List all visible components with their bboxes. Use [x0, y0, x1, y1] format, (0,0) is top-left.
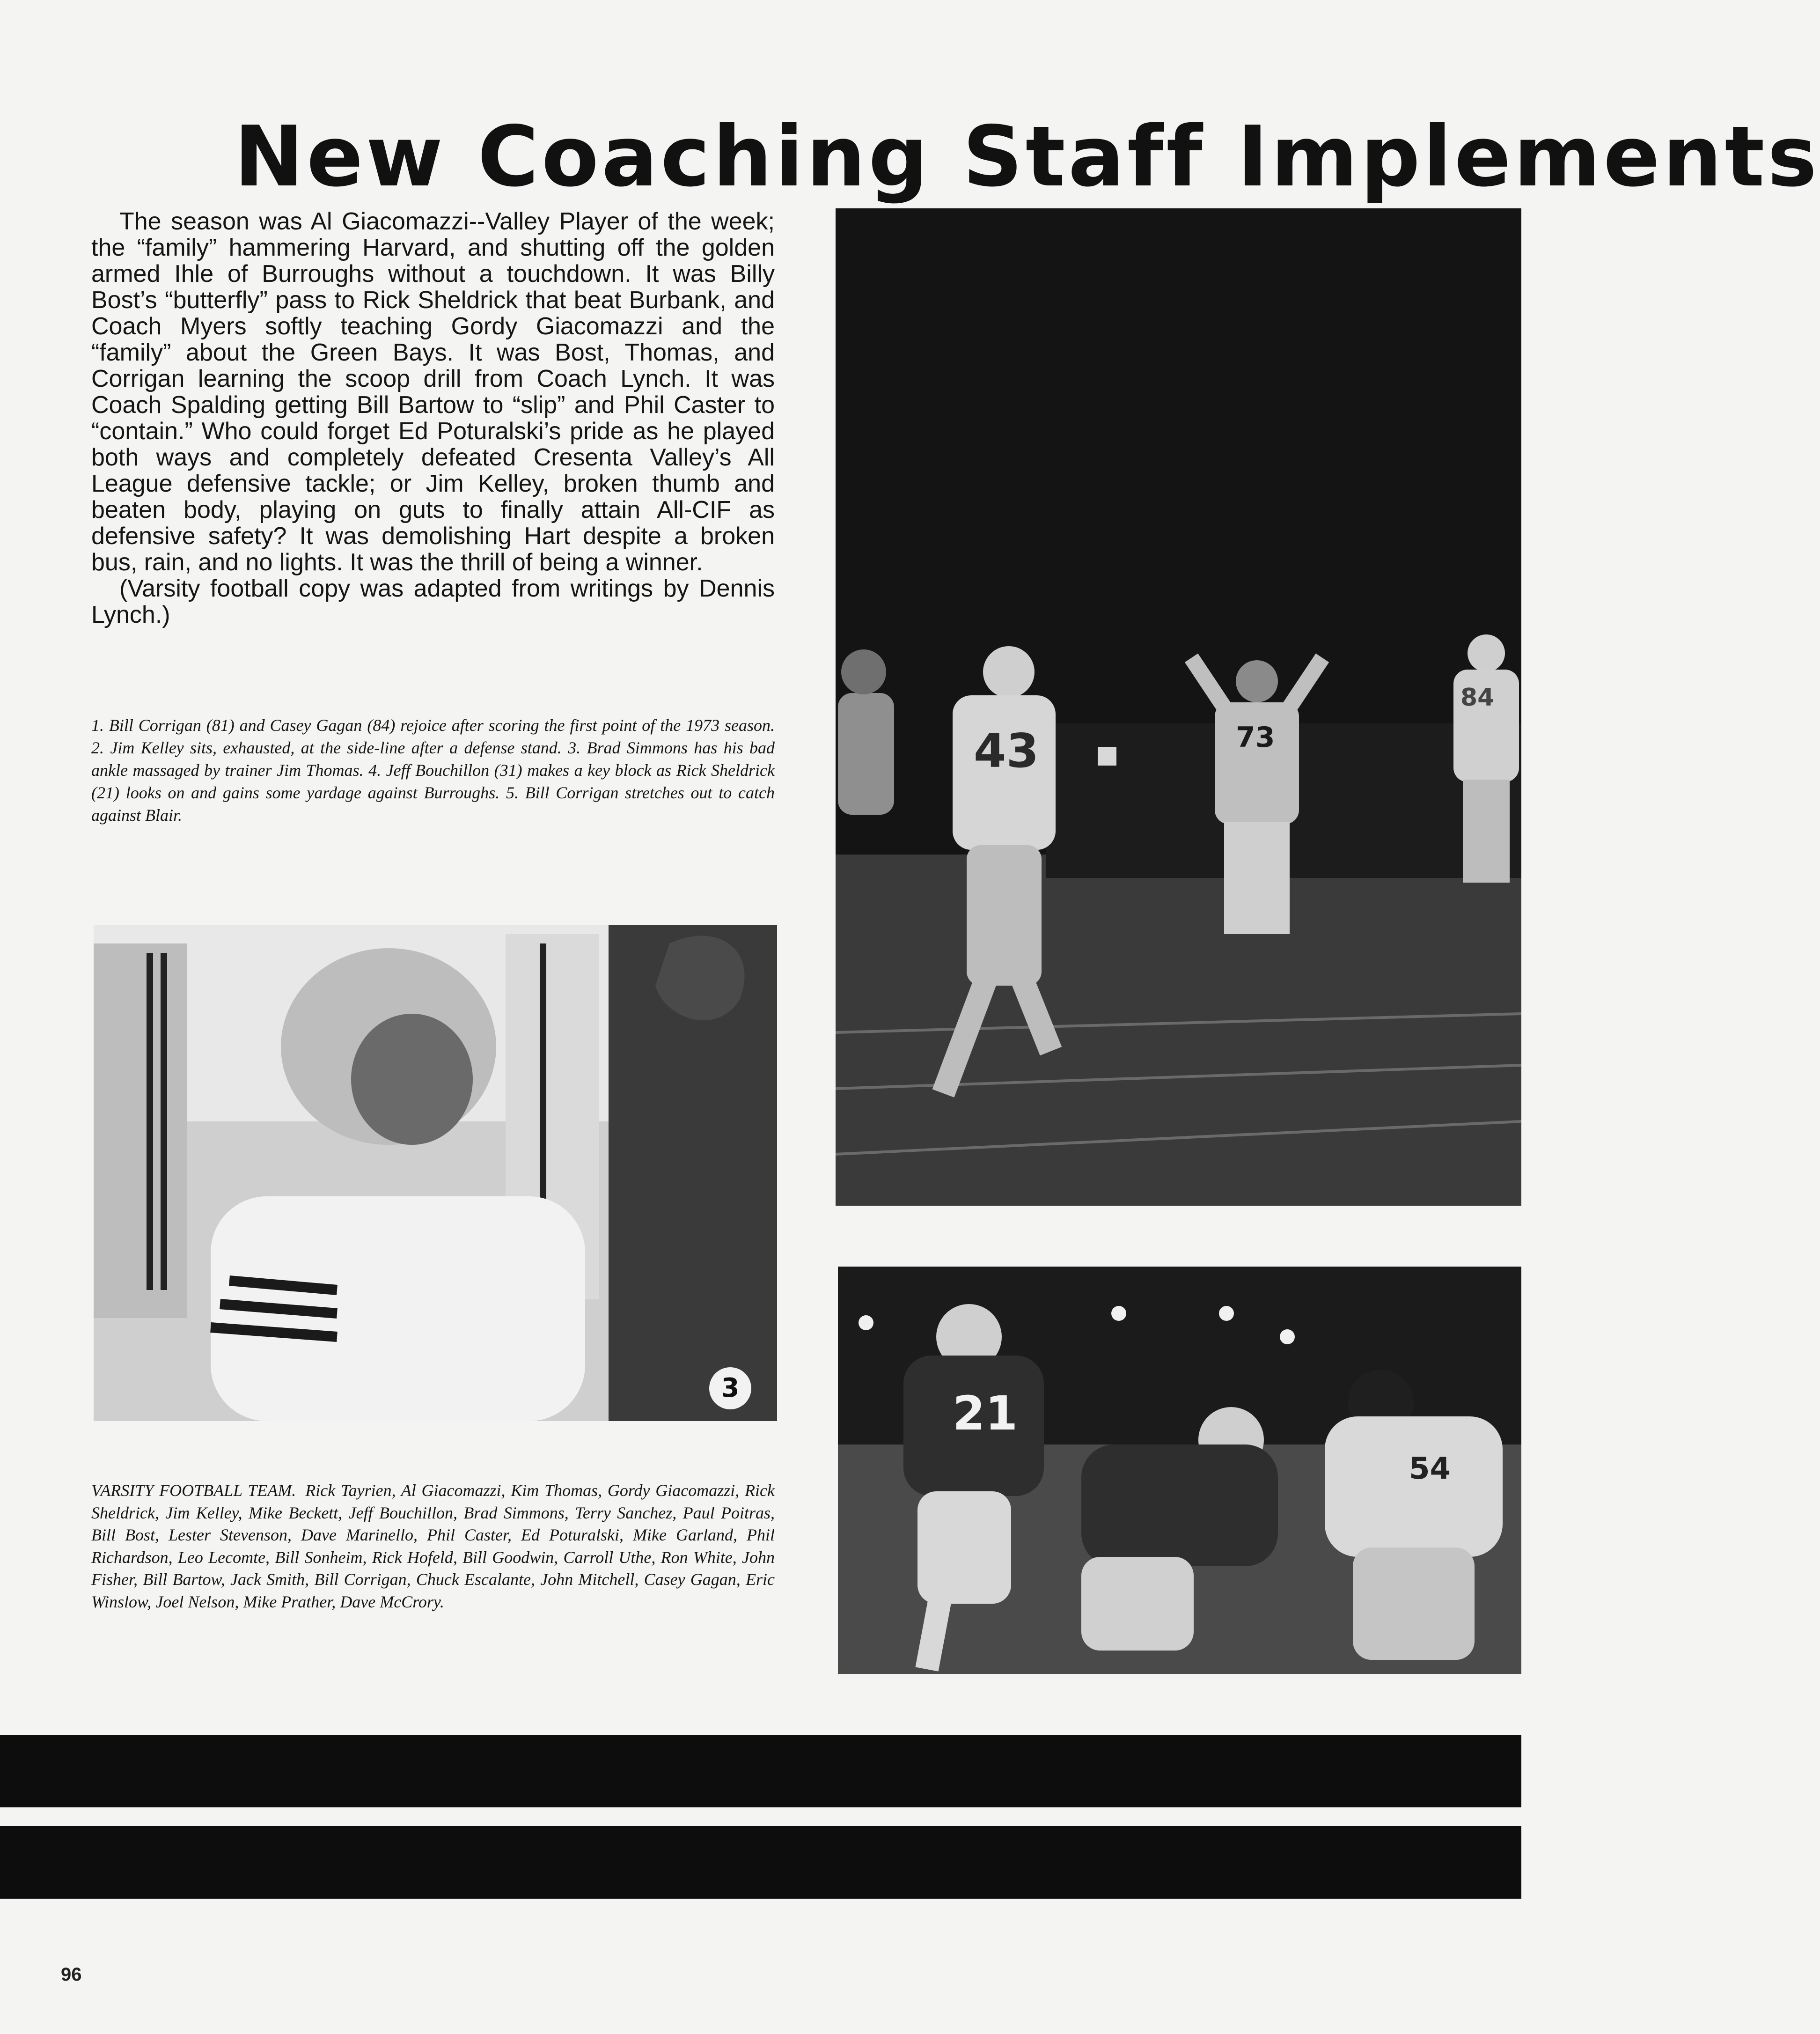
page-headline: New Coaching Staff Implements [234, 108, 1820, 205]
article-credit-note: (Varsity football copy was adapted from writings by Dennis Lynch.) [91, 575, 775, 628]
jersey-number-73: 73 [1236, 721, 1275, 754]
team-members: Rick Tayrien, Al Giacomazzi, Kim Thomas, Gordy Giacomazzi, Rick Sheldrick, Jim Kelley, Mike Beckett, Jeff Bouchillon, Brad Simmons, Terry Sanchez, Paul Poitras, Bill Bost, Lester Stevenson, Dave Marinello, Phil Caster, Ed Poturalski, Mike Garland, Phil Richardson, Leo Lecomte, Bill Sonheim, Rick Hofeld, Bill Goodwin, Carroll Uthe, Ron White, John Fisher, Bill Bartow, Jack Smith, Bill Corrigan, Chuck Escalante, John Mitchell, Casey Gagan, Eric Winslow, Joel Nelson, Mike Prather, Dave McCrory. [91, 1481, 775, 1611]
decorative-band-bottom [0, 1826, 1521, 1899]
jersey-number-43: 43 [974, 723, 1039, 778]
decorative-band-top [0, 1735, 1521, 1807]
photo-captions: 1. Bill Corrigan (81) and Casey Gagan (84) rejoice after scoring the first point of the 1973 season. 2. Jim Kelley sits, exhausted, at the side-line after a defense stand. 3. Brad Simmons has his bad ankle massaged by trainer Jim Thomas. 4. Jeff Bouchillon (31) makes a key block as Rick Sheldrick (21) looks on and gains some yardage against Burroughs. 5. Bill Corrigan stretches out to catch against Blair. [91, 716, 775, 825]
article-paragraph: The season was Al Giacomazzi--Valley Player of the week; the “family” hammering Harvard, and shutting off the golden armed Ihle of Burroughs without a touchdown. It was Billy Bost’s “butterfly” pass to Rick Sheldrick that beat Burbank, and Coach Myers softly teaching Gordy Giacomazzi and the “family” about the Green Bays. It was Bost, Thomas, and Corrigan learning the scoop drill from Coach Lynch. It was Coach Spalding getting Bill Bartow to “slip” and Phil Caster to “contain.” Who could forget Ed Poturalski’s pride as he played both ways and completely defeated Cresenta Valley’s All League defensive tackle; or Jim Kelley, broken thumb and beaten body, playing on guts to finally attain All-CIF as defensive safety? It was demolishing Hart despite a broken bus, rain, and no lights. It was the thrill of being a winner. [91, 208, 775, 576]
sideline-photo [94, 925, 777, 1421]
photo-number-badge: 3 [709, 1367, 751, 1409]
jersey-number-84: 84 [1460, 684, 1495, 712]
jersey-number-54: 54 [1409, 1452, 1451, 1486]
jersey-number-21: 21 [953, 1386, 1018, 1441]
page-number: 96 [61, 1964, 82, 1985]
varsity-team-roster [91, 1480, 775, 1613]
article-body [91, 208, 775, 628]
night-game-photo [836, 208, 1521, 1206]
team-label: VARSITY FOOTBALL TEAM. [91, 1481, 296, 1500]
